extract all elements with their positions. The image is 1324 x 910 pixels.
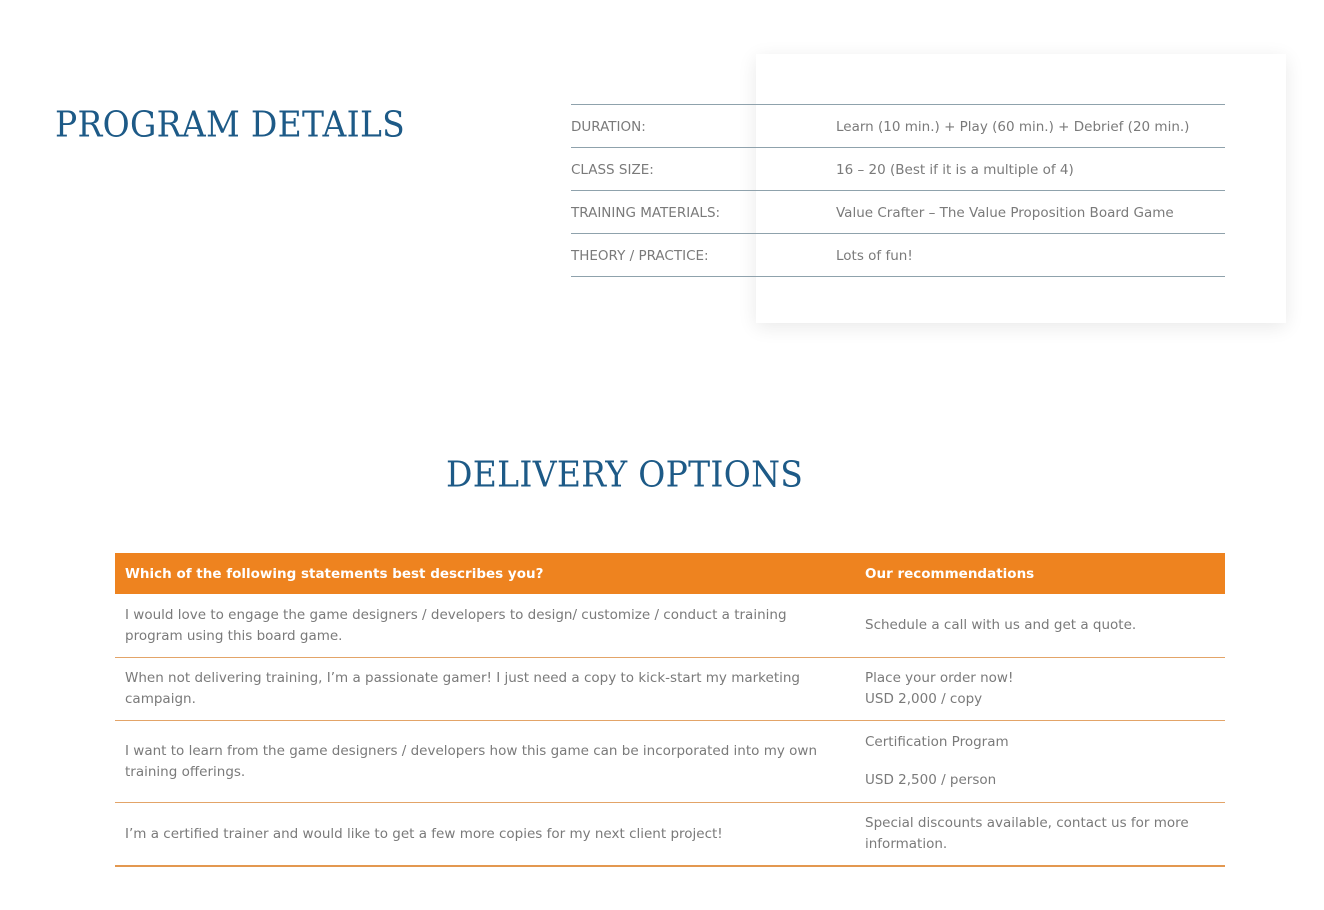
- recommendation-line: USD 2,000 / copy: [865, 691, 983, 707]
- details-label: TRAINING MATERIALS:: [571, 204, 721, 221]
- delivery-options-title: DELIVERY OPTIONS: [446, 453, 804, 496]
- row-statement: I want to learn from the game designers / developers how this game can be incorporated into my own training offerings.: [125, 742, 818, 780]
- row-statement: When not delivering training, I’m a passionate gamer! I just need a copy to kick-start my marketing campaign.: [125, 670, 800, 707]
- recommendation-line: Schedule a call with us and get a quote.: [865, 617, 1137, 633]
- recommendation-line: Special discounts available, contact us for more information.: [865, 815, 1189, 852]
- table-row: [115, 658, 1225, 721]
- table-row: [115, 803, 1225, 867]
- details-row-training-materials: [571, 191, 1225, 234]
- recommendation-line: USD 2,500 / person: [865, 772, 997, 788]
- row-statement: I would love to engage the game designers / developers to design/ customize / conduct a training program using this board game.: [125, 606, 787, 644]
- program-details-table: [571, 104, 1225, 277]
- row-recommendation: [855, 615, 1225, 636]
- details-label: THEORY / PRACTICE:: [571, 247, 709, 264]
- row-recommendation: [855, 813, 1225, 855]
- row-recommendation: [855, 732, 1225, 791]
- details-row-class-size: [571, 148, 1225, 191]
- row-statement: I’m a certified trainer and would like to get a few more copies for my next client project!: [125, 825, 723, 842]
- program-details-title: PROGRAM DETAILS: [55, 103, 406, 146]
- header-statement: Which of the following statements best describes you?: [125, 565, 544, 582]
- details-value: 16 – 20 (Best if it is a multiple of 4): [836, 161, 1074, 178]
- details-row-duration: [571, 105, 1225, 148]
- recommendation-line: Place your order now!: [865, 670, 1014, 686]
- header-recommendation: Our recommendations: [865, 565, 1035, 582]
- details-row-theory-practice: [571, 234, 1225, 277]
- delivery-options-table: [115, 553, 1225, 867]
- details-value: Lots of fun!: [836, 247, 913, 264]
- details-label: DURATION:: [571, 118, 646, 135]
- row-recommendation: [855, 668, 1225, 710]
- details-value: Learn (10 min.) + Play (60 min.) + Debrief (20 min.): [836, 118, 1190, 135]
- table-row: [115, 721, 1225, 803]
- recommendation-line: Certification Program: [865, 734, 1009, 750]
- details-label: CLASS SIZE:: [571, 161, 654, 178]
- table-header: [115, 553, 1225, 594]
- details-value: Value Crafter – The Value Proposition Board Game: [836, 204, 1174, 221]
- line-spacer: [865, 753, 1215, 770]
- table-row: [115, 594, 1225, 658]
